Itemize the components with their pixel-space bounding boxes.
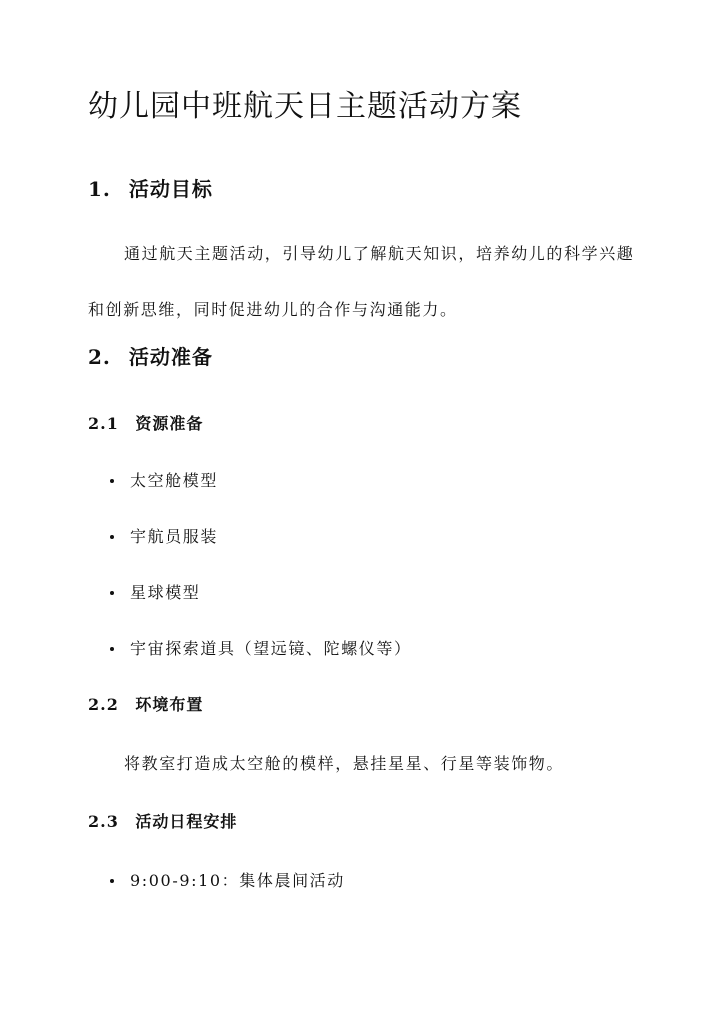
bullet-icon — [110, 879, 114, 883]
document-title: 幼儿园中班航天日主题活动方案 — [88, 89, 522, 124]
subsection-title: 资源准备 — [135, 414, 204, 433]
section-heading-objectives — [88, 174, 213, 204]
list-item — [106, 635, 412, 691]
objectives-paragraph: 通过航天主题活动，引导幼儿了解航天知识，培养幼儿的科学兴趣和创新思维，同时促进幼儿的合作与沟通能力。 — [88, 244, 635, 319]
subsection-heading-schedule — [88, 810, 237, 834]
subsection-title: 环境布置 — [135, 695, 204, 714]
list-item-text: 9:00-9:10：集体晨间活动 — [130, 871, 345, 890]
section-number: 2. — [88, 345, 111, 369]
list-item-text: 宇航员服装 — [130, 527, 219, 546]
list-item — [106, 523, 412, 579]
subsection-number: 2.1 — [88, 414, 119, 433]
section-number: 1. — [88, 177, 111, 201]
section-title: 活动目标 — [128, 177, 213, 201]
list-item-text: 星球模型 — [130, 583, 201, 602]
subsection-number: 2.2 — [88, 695, 119, 714]
subsection-heading-environment — [88, 693, 203, 717]
bullet-icon — [110, 591, 114, 595]
section-heading-preparation — [88, 342, 213, 372]
schedule-list — [106, 867, 345, 923]
list-item — [106, 467, 412, 523]
subsection-number: 2.3 — [88, 812, 119, 831]
bullet-icon — [110, 479, 114, 483]
bullet-icon — [110, 647, 114, 651]
list-item-text: 宇宙探索道具（望远镜、陀螺仪等） — [130, 639, 412, 658]
list-item-text: 太空舱模型 — [130, 471, 219, 490]
resources-list — [106, 467, 412, 691]
subsection-title: 活动日程安排 — [135, 812, 238, 831]
subsection-heading-resources — [88, 412, 203, 436]
section-title: 活动准备 — [128, 345, 213, 369]
environment-paragraph: 将教室打造成太空舱的模样，悬挂星星、行星等装饰物。 — [124, 754, 565, 773]
bullet-icon — [110, 535, 114, 539]
list-item — [106, 579, 412, 635]
list-item — [106, 867, 345, 923]
